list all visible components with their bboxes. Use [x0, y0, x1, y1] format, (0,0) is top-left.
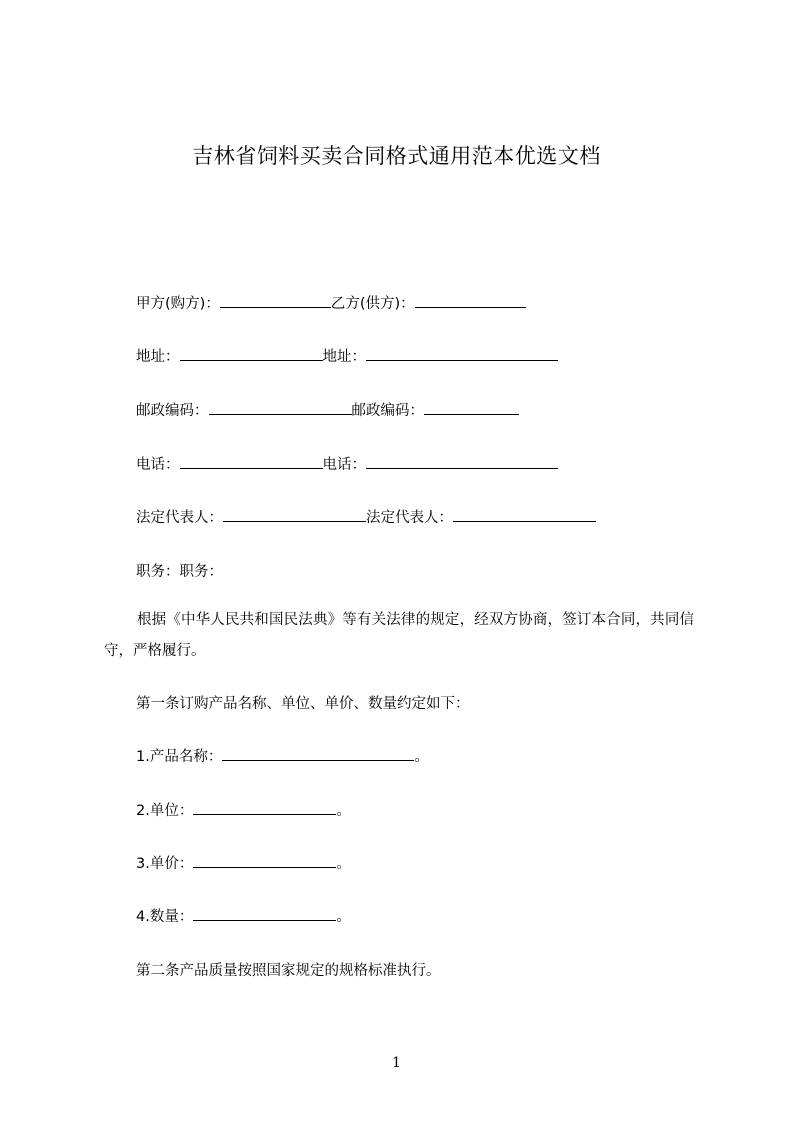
postcode-b-label: 邮政编码：	[351, 403, 424, 419]
party-b-blank[interactable]	[415, 294, 526, 308]
postcode-a-blank[interactable]	[209, 401, 352, 415]
page-number: 1	[392, 1055, 401, 1071]
item-unit	[136, 799, 351, 820]
preamble-paragraph: 根据《中华人民共和国民法典》等有关法律的规定，经双方协商，签订本合同，共同信守，严格履行。	[104, 612, 694, 659]
postcode-b-blank[interactable]	[424, 401, 519, 415]
phone-a-label: 电话：	[136, 457, 180, 473]
address-b-blank[interactable]	[366, 347, 558, 361]
phone-b-blank[interactable]	[366, 455, 558, 469]
address-a-label: 地址：	[136, 349, 180, 365]
unit-price-blank[interactable]	[193, 854, 336, 868]
item-label: 3.单价：	[136, 856, 194, 872]
item-unit-price	[136, 852, 351, 873]
legal-rep-b-blank[interactable]	[453, 508, 596, 522]
item-label: 2.单位：	[136, 803, 194, 819]
address-a-blank[interactable]	[180, 347, 323, 361]
phone-a-blank[interactable]	[180, 455, 323, 469]
unit-blank[interactable]	[193, 801, 336, 815]
legal-rep-a-label: 法定代表人：	[136, 510, 223, 526]
party-a-blank[interactable]	[220, 294, 331, 308]
phone-b-label: 电话：	[322, 457, 366, 473]
item-end: 。	[336, 909, 351, 925]
quantity-blank[interactable]	[193, 907, 336, 921]
item-end: 。	[336, 856, 351, 872]
address-b-label: 地址：	[322, 349, 366, 365]
document-title: 吉林省饲料买卖合同格式通用范本优选文档	[192, 144, 601, 168]
item-product-name	[136, 745, 429, 766]
party-a-label: 甲方(购方)：	[136, 296, 220, 312]
address-line	[136, 345, 558, 366]
product-name-blank[interactable]	[222, 747, 414, 761]
item-end: 。	[336, 803, 351, 819]
article-1-heading: 第一条订购产品名称、单位、单价、数量约定如下：	[136, 696, 470, 712]
item-end: 。	[414, 749, 429, 765]
party-name-line	[136, 292, 526, 313]
postcode-a-label: 邮政编码：	[136, 403, 209, 419]
phone-line	[136, 453, 558, 474]
party-b-label: 乙方(供方)：	[330, 296, 415, 312]
legal-rep-a-blank[interactable]	[223, 508, 366, 522]
position-line: 职务：职务：	[136, 564, 223, 580]
postcode-line	[136, 399, 519, 420]
item-label: 1.产品名称：	[136, 749, 223, 765]
legal-rep-b-label: 法定代表人：	[366, 510, 453, 526]
legal-rep-line	[136, 506, 596, 527]
item-label: 4.数量：	[136, 909, 194, 925]
article-2: 第二条产品质量按照国家规定的规格标准执行。	[136, 963, 441, 979]
item-quantity	[136, 905, 351, 926]
